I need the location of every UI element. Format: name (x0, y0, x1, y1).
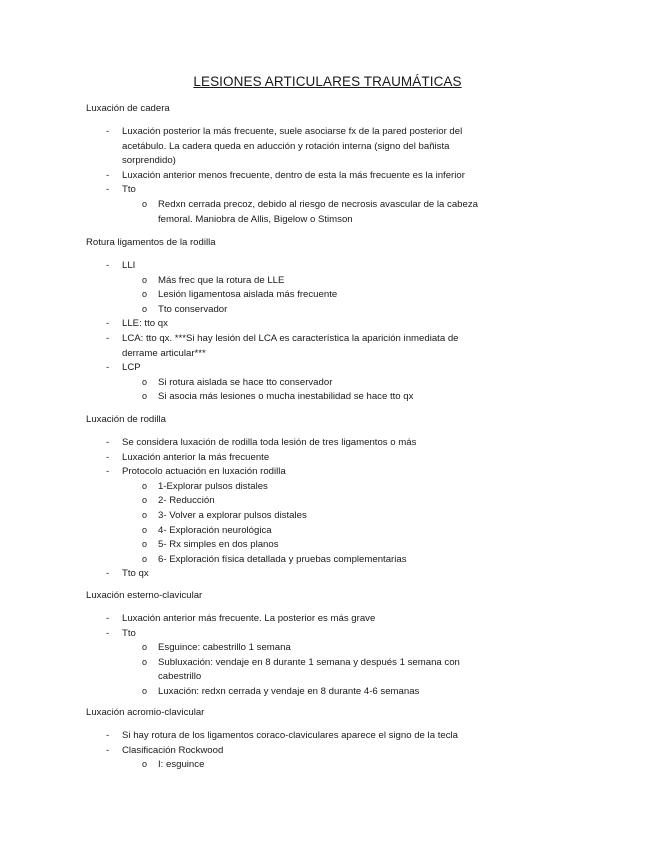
dash-marker: - (106, 362, 110, 374)
bullet-marker: o (142, 480, 148, 491)
sub-item-text: Más frec que la rotura de LLE (158, 274, 285, 286)
dash-marker: - (106, 613, 110, 624)
list-item-text: LLE: tto qx (122, 318, 168, 330)
list-item-text: LCA: tto qx. ***Si hay lesión del LCA es característica la aparición inmediata de (122, 333, 459, 344)
dash-marker: - (106, 169, 110, 181)
list-item-text: sorprendido) (122, 155, 176, 167)
dash-marker: - (106, 260, 110, 271)
bullet-marker: o (142, 510, 148, 520)
section-heading: Luxación acromio-clavicular (86, 707, 205, 718)
dash-marker: - (106, 466, 110, 478)
list-item-text: derrame articular*** (122, 347, 206, 359)
section-heading: Luxación de rodilla (86, 414, 167, 425)
sub-item-text: 6- Exploración física detallada y pruebas complementarias (158, 553, 407, 565)
sub-item-text: 1-Explorar pulsos distales (158, 480, 268, 492)
list-item-text: Luxación anterior la más frecuente (122, 451, 270, 463)
sub-item-text: Subluxación: vendaje en 8 durante 1 semana y después 1 semana con (158, 656, 460, 668)
list-item-text: Se considera luxación de rodilla toda lesión de tres ligamentos o más (122, 437, 417, 448)
dash-marker: - (106, 627, 110, 639)
list-item-text: Tto (122, 627, 136, 639)
bullet-marker: o (142, 303, 148, 314)
sub-item-text: Si asocia más lesiones o mucha inestabilidad se hace tto qx (158, 391, 414, 403)
section-heading: Luxación de cadera (86, 103, 170, 114)
dash-marker: - (106, 333, 110, 344)
dash-marker: - (106, 184, 110, 196)
list-item-text: LLI (122, 260, 136, 271)
list-item-text: Luxación anterior menos frecuente, dentro de esta la más frecuente es la inferior (122, 169, 465, 181)
bullet-marker: o (142, 376, 148, 387)
list-item-text: LCP (122, 362, 141, 374)
bullet-marker: o (142, 656, 148, 667)
bullet-marker: o (142, 553, 148, 564)
sub-item-text: cabestrillo (158, 671, 202, 683)
section-heading: Rotura ligamentos de la rodilla (86, 237, 216, 248)
bullet-marker: o (142, 495, 148, 506)
bullet-marker: o (142, 274, 148, 285)
bullet-marker: o (142, 539, 148, 550)
dash-marker: - (106, 568, 110, 580)
list-item-text: Clasificación Rockwood (122, 744, 224, 756)
sub-item-text: Luxación: redxn cerrada y vendaje en 8 durante 4-6 semanas (158, 686, 420, 697)
sub-item-text: Tto conservador (158, 303, 228, 315)
list-item-text: Luxación anterior más frecuente. La posterior es más grave (122, 613, 376, 624)
list-item-text: Si hay rotura de los ligamentos coraco-claviculares aparece el signo de la tecla (122, 730, 458, 741)
sub-item-text: 3- Volver a explorar pulsos distales (158, 510, 307, 521)
bullet-marker: o (142, 686, 148, 696)
list-item-text: Protocolo actuación en luxación rodilla (122, 466, 286, 478)
list-item-text: Tto (122, 184, 136, 196)
dash-marker: - (106, 318, 110, 330)
list-item-text: Tto qx (122, 568, 149, 580)
dash-marker: - (106, 730, 110, 741)
list-item-text: acetábulo. La cadera queda en aducción y rotación interna (signo del bañista (122, 140, 450, 152)
dash-marker: - (106, 126, 110, 137)
sub-item-text: I: esguince (158, 759, 205, 771)
dash-marker: - (106, 437, 110, 448)
sub-item-text: Esguince: cabestrillo 1 semana (158, 642, 291, 654)
bullet-marker: o (142, 199, 148, 209)
bullet-marker: o (142, 759, 148, 770)
sub-item-text: Lesión ligamentosa aislada más frecuente (158, 289, 338, 301)
bullet-marker: o (142, 391, 148, 402)
sub-item-text: Redxn cerrada precoz, debido al riesgo de necrosis avascular de la cabeza (158, 199, 478, 210)
section-heading: Luxación esterno-clavicular (86, 590, 203, 601)
document-title: LESIONES ARTICULARES TRAUMÁTICAS (193, 74, 462, 89)
sub-item-text: 4- Exploración neurológica (158, 524, 272, 536)
bullet-marker: o (142, 524, 148, 535)
sub-item-text: 5- Rx simples en dos planos (158, 539, 279, 551)
dash-marker: - (106, 744, 110, 756)
bullet-marker: o (142, 289, 148, 300)
sub-item-text: femoral. Maniobra de Allis, Bigelow o Stimson (158, 213, 353, 225)
list-item-text: Luxación posterior la más frecuente, suele asociarse fx de la pared posterior del (122, 126, 463, 137)
sub-item-text: 2- Reducción (158, 495, 215, 507)
bullet-marker: o (142, 642, 148, 653)
dash-marker: - (106, 451, 110, 463)
sub-item-text: Si rotura aislada se hace tto conservador (158, 376, 333, 388)
